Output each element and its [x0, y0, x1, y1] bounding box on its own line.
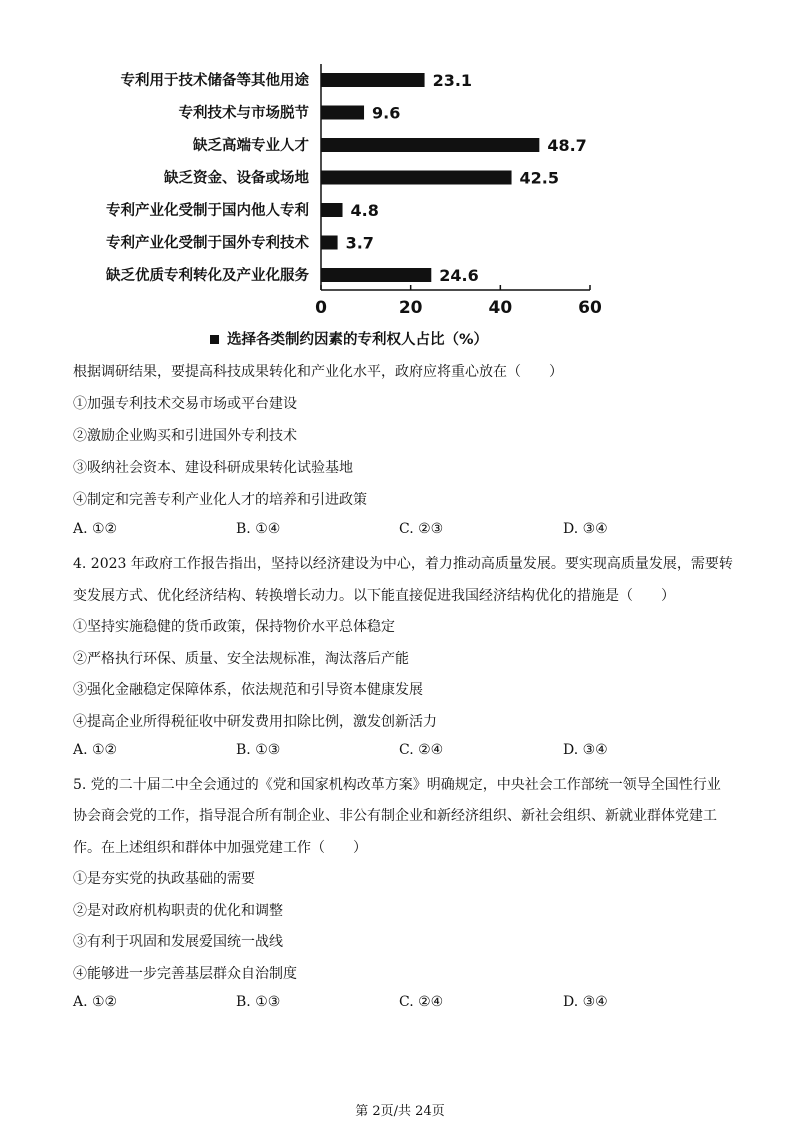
q5-item-2: ②是对政府机构职责的优化和调整	[73, 903, 283, 919]
bar	[321, 171, 512, 185]
bar	[321, 73, 425, 87]
q4-option-c[interactable]: C. ②④	[399, 742, 444, 758]
q3-item-1: ①加强专利技术交易市场或平台建设	[73, 396, 297, 412]
bar	[321, 138, 539, 152]
q4-item-1: ①坚持实施稳健的货币政策，保持物价水平总体稳定	[73, 619, 395, 635]
bar-chart	[0, 0, 800, 330]
q5-option-b[interactable]: B. ①③	[236, 994, 281, 1010]
value-label: 24.6	[439, 266, 479, 285]
value-label: 42.5	[519, 168, 560, 188]
x-tick-label: 20	[398, 298, 423, 318]
category-label: 专利技术与市场脱节	[178, 105, 309, 122]
x-tick-label: 60	[578, 298, 602, 318]
q5-item-1: ①是夯实党的执政基础的需要	[73, 871, 255, 887]
category-label: 缺乏高端专业人才	[193, 138, 309, 154]
q4-option-d[interactable]: D. ③④	[563, 742, 608, 758]
value-label: 9.6	[372, 103, 401, 123]
q5-item-4: ④能够进一步完善基层群众自治制度	[73, 966, 297, 982]
value-label: 23.1	[432, 71, 473, 90]
q4-stem-line-2: 变发展方式、优化经济结构、转换增长动力。以下能直接促进我国经济结构优化的措施是（ ）	[73, 588, 675, 604]
q3-stem: 根据调研结果，要提高科技成果转化和产业化水平，政府应将重心放在（ ）	[73, 364, 563, 380]
q4-item-2: ②严格执行环保、质量、安全法规标准，淘汰落后产能	[73, 651, 409, 667]
q3-item-4: ④制定和完善专利产业化人才的培养和引进政策	[73, 492, 367, 508]
q4-option-a[interactable]: A. ①②	[73, 742, 118, 758]
x-tick-label: 40	[488, 298, 513, 318]
q3-option-d[interactable]: D. ③④	[563, 521, 608, 537]
bar	[321, 236, 338, 250]
value-label: 48.7	[547, 136, 587, 155]
bar	[321, 268, 431, 282]
q4-item-4: ④提高企业所得税征收中研发费用扣除比例，激发创新活力	[73, 714, 437, 730]
q5-stem-line-2: 协会商会党的工作，指导混合所有制企业、非公有制企业和新经济组织、新社会组织、新就业群体党建工	[73, 808, 717, 824]
q4-stem-line-1: 4. 2023 年政府工作报告指出，坚持以经济建设为中心，着力推动高质量发展。要实现高质量发展，需要转	[73, 556, 733, 572]
chart-caption-text: 选择各类制约因素的专利权人占比（%）	[227, 332, 489, 348]
category-label: 缺乏资金、设备或场地	[164, 170, 309, 187]
value-label: 4.8	[350, 201, 379, 220]
q3-option-a[interactable]: A. ①②	[73, 521, 118, 537]
value-label: 3.7	[345, 233, 374, 253]
q5-item-3: ③有利于巩固和发展爱国统一战线	[73, 934, 283, 950]
q3-option-b[interactable]: B. ①④	[236, 521, 281, 537]
q3-option-c[interactable]: C. ②③	[399, 521, 444, 537]
x-tick-label: 0	[315, 298, 327, 318]
chart-caption	[210, 328, 488, 349]
page-footer: 第 2页/共 24页	[355, 1104, 445, 1119]
q5-stem-line-3: 作。在上述组织和群体中加强党建工作（ ）	[73, 840, 367, 856]
q3-item-3: ③吸纳社会资本、建设科研成果转化试验基地	[73, 460, 353, 476]
legend-square-icon	[210, 335, 219, 344]
q4-option-b[interactable]: B. ①③	[236, 742, 281, 758]
bar	[321, 106, 364, 120]
q5-stem-line-1: 5. 党的二十届二中全会通过的《党和国家机构改革方案》明确规定，中央社会工作部统一领导全国性行业	[73, 777, 721, 793]
category-label: 专利用于技术储备等其他用途	[120, 73, 309, 89]
q5-option-c[interactable]: C. ②④	[399, 994, 444, 1010]
q5-option-a[interactable]: A. ①②	[73, 994, 118, 1010]
category-label: 缺乏优质专利转化及产业化服务	[106, 268, 309, 284]
category-label: 专利产业化受制于国内他人专利	[106, 203, 309, 219]
category-label: 专利产业化受制于国外专利技术	[106, 235, 309, 252]
q4-item-3: ③强化金融稳定保障体系，依法规范和引导资本健康发展	[73, 682, 423, 698]
bar	[321, 203, 343, 217]
q5-option-d[interactable]: D. ③④	[563, 994, 608, 1010]
q3-item-2: ②激励企业购买和引进国外专利技术	[73, 428, 297, 444]
